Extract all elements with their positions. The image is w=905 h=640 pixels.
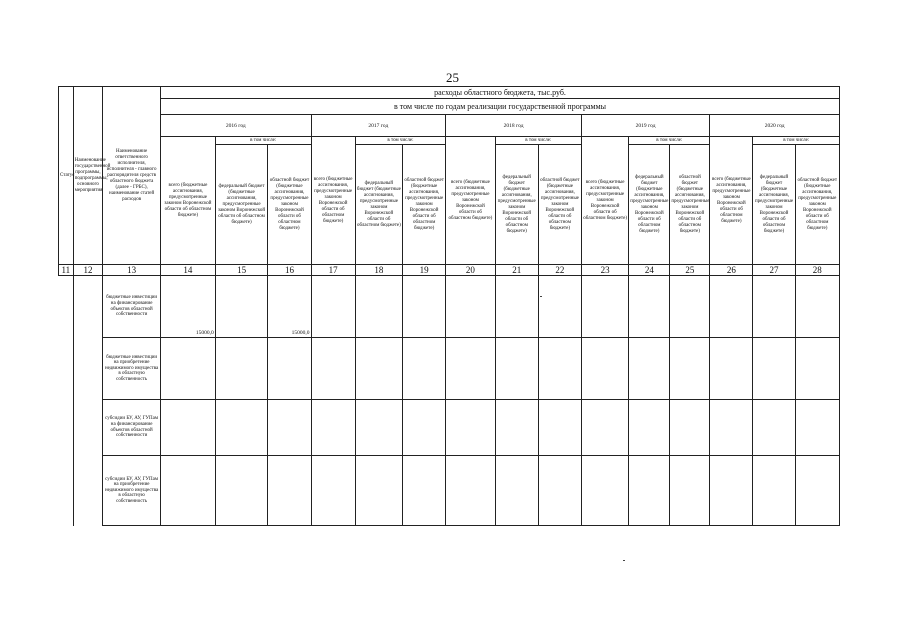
header-federal-2017: федеральный бюджет (бюджетные ассигнования, предусмотренные законом Воронежской области об областном бюджете) — [355, 145, 402, 265]
regional-2016-value: 15000,0 — [268, 276, 311, 338]
column-number: 12 — [73, 265, 102, 276]
value-cell — [311, 276, 355, 338]
value-cell — [670, 456, 710, 526]
value-cell — [629, 338, 670, 400]
header-total-2016: всего (бюджетные ассигнования, предусмотренные законом Воронежской области об областном бюджете) — [161, 137, 216, 265]
header-incl-2019: в том числе: — [629, 137, 710, 145]
value-cell — [670, 400, 710, 456]
header-regional-2020: областной бюджет (бюджетные ассигнования, предусмотренные законом Воронежской области об областном бюджете) — [795, 145, 839, 265]
value-cell — [629, 456, 670, 526]
scan-speck — [623, 560, 625, 561]
value-cell — [538, 276, 581, 338]
value-cell — [538, 456, 581, 526]
column-number: 19 — [403, 265, 446, 276]
header-incl-2016: в том числе: — [215, 137, 311, 145]
page-number: 25 — [446, 70, 459, 85]
header-total-2020: всего (бюджетные ассигнования, предусмотренные законом Воронежской области об областном бюджете) — [710, 137, 753, 265]
column-number: 27 — [753, 265, 795, 276]
header-status: Статус — [59, 87, 74, 265]
value-cell — [581, 400, 628, 456]
header-by-years-title: в том числе по годам реализации государственной программы — [161, 99, 840, 115]
value-cell — [403, 456, 446, 526]
value-cell — [311, 456, 355, 526]
table-row — [59, 400, 840, 456]
value-cell — [215, 400, 268, 456]
column-number: 17 — [311, 265, 355, 276]
value-cell — [795, 338, 839, 400]
column-number: 14 — [161, 265, 216, 276]
value-cell — [710, 456, 753, 526]
value-cell — [581, 276, 628, 338]
value-cell — [161, 456, 216, 526]
value-cell — [161, 338, 216, 400]
status-cell — [59, 276, 74, 526]
header-year-2017: 2017 год — [311, 115, 446, 137]
value-cell — [670, 276, 710, 338]
value-cell — [538, 400, 581, 456]
column-number: 20 — [446, 265, 495, 276]
value-cell — [495, 276, 538, 338]
header-expenses-title: расходы областного бюджета, тыс.руб. — [161, 87, 840, 99]
value-cell — [710, 338, 753, 400]
value-cell — [268, 456, 311, 526]
column-number: 15 — [215, 265, 268, 276]
header-year-2020: 2020 год — [710, 115, 840, 137]
header-regional-2016: областной бюджет (бюджетные ассигнования, предусмотренные законом Воронежской области об областном бюджете) — [268, 145, 311, 265]
header-total-2019: всего (бюджетные ассигнования, предусмотренные законом Воронежской области об областном бюджете) — [581, 137, 628, 265]
column-number: 18 — [355, 265, 402, 276]
value-cell — [581, 338, 628, 400]
header-regional-2019: областной бюджет (бюджетные ассигнования, предусмотренные законом Воронежской области об областном бюджете) — [670, 145, 710, 265]
value-cell — [355, 338, 402, 400]
value-cell — [538, 338, 581, 400]
value-cell — [753, 276, 795, 338]
column-number: 28 — [795, 265, 839, 276]
header-federal-2016: федеральный бюджет (бюджетные ассигнования, предусмотренные законом Воронежской области об областном бюджете) — [215, 145, 268, 265]
header-incl-2020: в том числе: — [753, 137, 840, 145]
budget-table — [58, 86, 840, 526]
expense-item-label: субсидии БУ, АУ, ГУПам на приобретение недвижимого имущества в областную собственность — [103, 456, 161, 526]
total-2016-value: 15000,0 — [161, 276, 216, 338]
value-cell — [670, 338, 710, 400]
value-cell — [446, 276, 495, 338]
value-cell — [403, 400, 446, 456]
table-row — [59, 338, 840, 400]
header-total-2017: всего (бюджетные ассигнования, предусмотренные законом Воронежской области об областном бюджете) — [311, 137, 355, 265]
expense-item-label: бюджетные инвестиции на финансирование объектов областной собственности — [103, 276, 161, 338]
value-cell — [446, 400, 495, 456]
header-regional-2017: областной бюджет (бюджетные ассигнования, предусмотренные законом Воронежской области об областном бюджете) — [403, 145, 446, 265]
federal-2016-value — [215, 276, 268, 338]
value-cell — [215, 338, 268, 400]
value-cell — [161, 400, 216, 456]
value-cell — [268, 400, 311, 456]
header-federal-2018: федеральный бюджет (бюджетные ассигнования, предусмотренные законом Воронежской области об областном бюджете) — [495, 145, 538, 265]
header-incl-2018: в том числе: — [495, 137, 581, 145]
value-cell — [795, 400, 839, 456]
value-cell — [495, 338, 538, 400]
value-cell — [355, 276, 402, 338]
value-cell — [753, 338, 795, 400]
column-number: 25 — [670, 265, 710, 276]
expense-item-label: бюджетные инвестиции на приобретение недвижимого имущества в областную собственность — [103, 338, 161, 400]
expense-item-label: субсидии БУ, АУ, ГУПам на финансирование объектов областной собственности — [103, 400, 161, 456]
column-number: 22 — [538, 265, 581, 276]
value-cell — [753, 456, 795, 526]
value-cell — [710, 400, 753, 456]
column-number: 21 — [495, 265, 538, 276]
header-total-2018: всего (бюджетные ассигнования, предусмотренные законом Воронежской области об областном бюджете) — [446, 137, 495, 265]
value-cell — [268, 338, 311, 400]
budget-sheet — [58, 86, 840, 526]
value-cell — [495, 400, 538, 456]
value-cell — [446, 456, 495, 526]
table-row — [59, 456, 840, 526]
program-name-cell — [73, 276, 102, 526]
column-number: 16 — [268, 265, 311, 276]
value-cell — [629, 400, 670, 456]
header-year-2016: 2016 год — [161, 115, 311, 137]
value-cell — [311, 338, 355, 400]
value-cell — [495, 456, 538, 526]
header-responsible: Наименование ответственного исполнителя, исполнителя - главного распорядителя средств областного бюджета (далее - ГРБС), наименование статей расходов — [103, 87, 161, 265]
value-cell — [355, 400, 402, 456]
header-year-2018: 2018 год — [446, 115, 582, 137]
value-cell — [795, 456, 839, 526]
header-regional-2018: областной бюджет (бюджетные ассигнования, предусмотренные законом Воронежской области об областном бюджете) — [538, 145, 581, 265]
value-cell — [795, 276, 839, 338]
column-number: 13 — [103, 265, 161, 276]
value-cell — [753, 400, 795, 456]
scan-speck — [540, 296, 542, 297]
value-cell — [355, 456, 402, 526]
column-number-row — [59, 265, 840, 276]
value-cell — [629, 276, 670, 338]
value-cell — [311, 400, 355, 456]
header-federal-2019: федеральный бюджет (бюджетные ассигнования, предусмотренные законом Воронежской области об областном бюджете) — [629, 145, 670, 265]
column-number: 23 — [581, 265, 628, 276]
header-federal-2020: федеральный бюджет (бюджетные ассигнования, предусмотренные законом Воронежской области об областном бюджете) — [753, 145, 795, 265]
value-cell — [446, 338, 495, 400]
table-row — [59, 276, 840, 338]
column-number: 11 — [59, 265, 74, 276]
value-cell — [581, 456, 628, 526]
header-program-name: Наименование государственной программы, подпрограммы, основного мероприятия — [73, 87, 102, 265]
value-cell — [403, 276, 446, 338]
column-number: 24 — [629, 265, 670, 276]
value-cell — [710, 276, 753, 338]
value-cell — [215, 456, 268, 526]
value-cell — [403, 338, 446, 400]
header-year-2019: 2019 год — [581, 115, 709, 137]
column-number: 26 — [710, 265, 753, 276]
header-incl-2017: в том числе: — [355, 137, 446, 145]
